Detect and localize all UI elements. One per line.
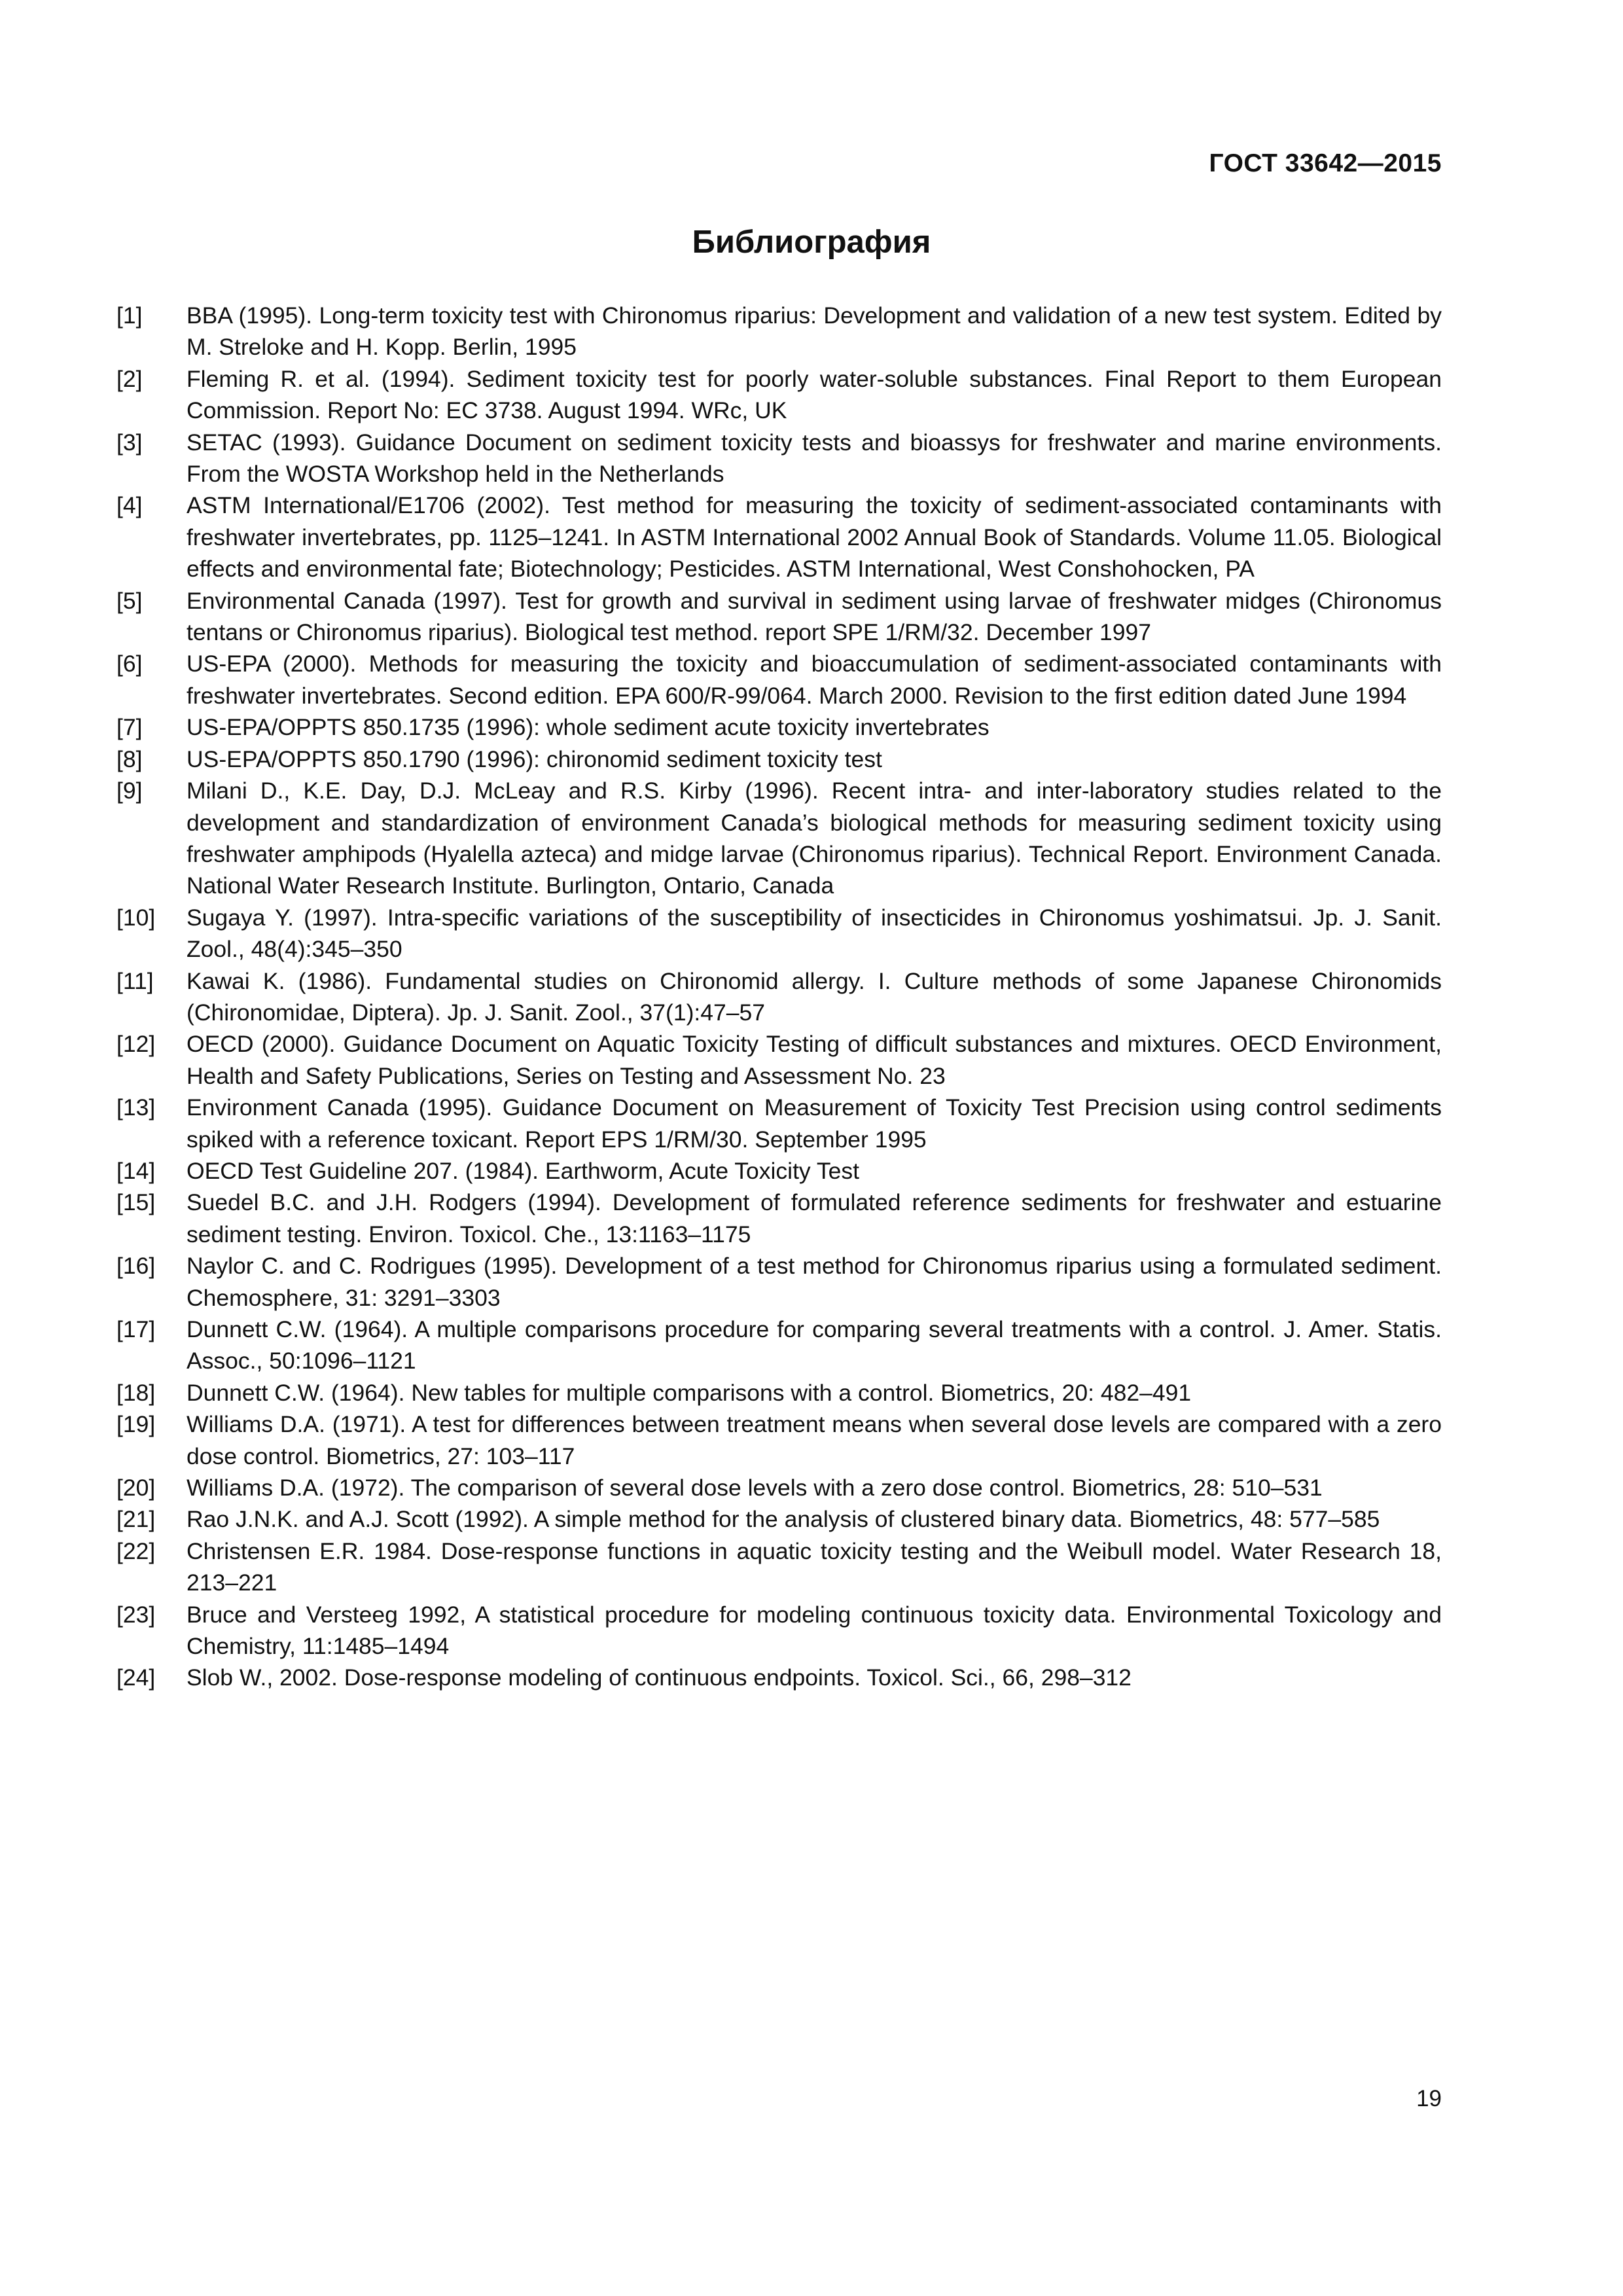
reference-item <box>116 427 1442 490</box>
reference-number: [23] <box>116 1601 156 1628</box>
reference-number: [4] <box>116 492 143 519</box>
reference-item <box>116 648 1442 711</box>
reference-text: ASTM International/E1706 (2002). Test method for measuring the toxicity of sediment-associated contaminants with freshwater invertebrates, pp. 1125–1241. In ASTM International 2002 Annual Book of Standards. Volume 11.05. Biological effects and environmental fate; Biotechnology; Pesticides. ASTM International, West Conshohocken, PA <box>187 492 1442 583</box>
reference-number: [24] <box>116 1664 156 1691</box>
reference-item <box>116 775 1442 902</box>
reference-item <box>116 1662 1442 1693</box>
reference-item <box>116 300 1442 363</box>
reference-text: Naylor C. and C. Rodrigues (1995). Development of a test method for Chironomus riparius using a formulated sediment. Chemosphere, 31: 3291–3303 <box>187 1253 1442 1311</box>
reference-item <box>116 363 1442 427</box>
reference-item <box>116 490 1442 584</box>
reference-text: OECD Test Guideline 207. (1984). Earthworm, Acute Toxicity Test <box>187 1157 860 1184</box>
page-number: 19 <box>1416 2086 1442 2111</box>
reference-number: [14] <box>116 1157 156 1184</box>
reference-number: [6] <box>116 651 143 677</box>
reference-text: US-EPA/OPPTS 850.1790 (1996): chironomid sediment toxicity test <box>187 745 882 772</box>
reference-text: Williams D.A. (1972). The comparison of several dose levels with a zero dose control. Biometrics, 28: 510–531 <box>187 1475 1323 1501</box>
reference-item <box>116 1599 1442 1662</box>
reference-text: Slob W., 2002. Dose-response modeling of continuous endpoints. Toxicol. Sci., 66, 298–312 <box>187 1664 1132 1691</box>
reference-number: [9] <box>116 778 143 804</box>
reference-item <box>116 902 1442 965</box>
reference-item <box>116 1408 1442 1472</box>
reference-text: US-EPA/OPPTS 850.1735 (1996): whole sediment acute toxicity invertebrates <box>187 714 990 741</box>
reference-text: Williams D.A. (1971). A test for differences between treatment means when several dose levels are compared with a zero dose control. Biometrics, 27: 103–117 <box>187 1411 1442 1469</box>
reference-item <box>116 1314 1442 1377</box>
reference-text: Dunnett C.W. (1964). New tables for multiple comparisons with a control. Biometrics, 20: 482–491 <box>187 1379 1192 1406</box>
page-title: Библиография <box>692 224 931 260</box>
reference-number: [3] <box>116 429 143 456</box>
reference-text: Suedel B.C. and J.H. Rodgers (1994). Development of formulated reference sediments for freshwater and estuarine sediment testing. Environ. Toxicol. Che., 13:1163–1175 <box>187 1189 1442 1247</box>
reference-text: Sugaya Y. (1997). Intra-specific variations of the susceptibility of insecticides in Chironomus yoshimatsui. Jp. J. Sanit. Zool., 48(4):345–350 <box>187 904 1442 963</box>
reference-number: [5] <box>116 587 143 614</box>
reference-number: [12] <box>116 1031 156 1058</box>
reference-text: Dunnett C.W. (1964). A multiple comparisons procedure for comparing several treatments with a control. J. Amer. Statis. Assoc., 50:1096–1121 <box>187 1316 1442 1374</box>
reference-text: Fleming R. et al. (1994). Sediment toxicity test for poorly water-soluble substances. Final Report to them European Commission. Report No: EC 3738. August 1994. WRc, UK <box>187 365 1442 424</box>
reference-number: [15] <box>116 1189 156 1216</box>
reference-text: Christensen E.R. 1984. Dose-response functions in aquatic toxicity testing and the Weibull model. Water Research 18, 213–221 <box>187 1537 1442 1596</box>
reference-number: [8] <box>116 745 143 772</box>
reference-item <box>116 965 1442 1029</box>
reference-number: [11] <box>116 967 154 994</box>
reference-text: Bruce and Versteeg 1992, A statistical procedure for modeling continuous toxicity data. Environmental Toxicology and Chemistry, 11:1485–1494 <box>187 1601 1442 1660</box>
reference-text: Environmental Canada (1997). Test for growth and survival in sediment using larvae of freshwater midges (Chironomus tentans or Chironomus riparius). Biological test method. report SPE 1/RM/32. December 1997 <box>187 587 1442 646</box>
document-code: ГОСТ 33642—2015 <box>1209 149 1442 177</box>
reference-item <box>116 1187 1442 1250</box>
reference-item <box>116 744 1442 775</box>
reference-text: BBA (1995). Long-term toxicity test with Chironomus riparius: Development and validation of a new test system. Edited by M. Streloke and H. Kopp. Berlin, 1995 <box>187 302 1442 361</box>
reference-item <box>116 1155 1442 1187</box>
reference-text: Environment Canada (1995). Guidance Document on Measurement of Toxicity Test Precision using control sediments spiked with a reference toxicant. Report EPS 1/RM/30. September 1995 <box>187 1094 1442 1153</box>
reference-item <box>116 711 1442 743</box>
reference-number: [16] <box>116 1253 156 1280</box>
reference-number: [22] <box>116 1537 156 1564</box>
reference-text: Kawai K. (1986). Fundamental studies on Chironomid allergy. I. Culture methods of some Japanese Chironomids (Chironomidae, Diptera). Jp. J. Sanit. Zool., 37(1):47–57 <box>187 967 1442 1026</box>
reference-number: [21] <box>116 1506 156 1533</box>
reference-number: [1] <box>116 302 143 329</box>
reference-number: [19] <box>116 1411 156 1438</box>
reference-text: US-EPA (2000). Methods for measuring the toxicity and bioaccumulation of sediment-associated contaminants with freshwater invertebrates. Second edition. EPA 600/R-99/064. March 2000. Revision to the first edition dated June 1994 <box>187 651 1442 709</box>
reference-item <box>116 1028 1442 1092</box>
reference-number: [2] <box>116 365 143 392</box>
reference-item <box>116 585 1442 649</box>
reference-number: [10] <box>116 904 156 931</box>
reference-list <box>116 300 1442 1694</box>
reference-item <box>116 1535 1442 1599</box>
reference-item <box>116 1377 1442 1408</box>
reference-text: Milani D., K.E. Day, D.J. McLeay and R.S. Kirby (1996). Recent intra- and inter-laboratory studies related to the development and standardization of environment Canada’s biological methods for measuring sediment toxicity using freshwater amphipods (Hyalella azteca) and midge larvae (Chironomus riparius). Technical Report. Environment Canada. National Water Research Institute. Burlington, Ontario, Canada <box>187 778 1442 899</box>
reference-item <box>116 1092 1442 1155</box>
reference-item <box>116 1250 1442 1314</box>
reference-number: [18] <box>116 1379 156 1406</box>
reference-item <box>116 1503 1442 1535</box>
reference-item <box>116 1472 1442 1503</box>
reference-number: [20] <box>116 1475 156 1501</box>
reference-number: [13] <box>116 1094 156 1121</box>
reference-text: OECD (2000). Guidance Document on Aquatic Toxicity Testing of difficult substances and mixtures. OECD Environment, Health and Safety Publications, Series on Testing and Assessment No. 23 <box>187 1031 1442 1089</box>
reference-number: [7] <box>116 714 143 741</box>
reference-text: SETAC (1993). Guidance Document on sediment toxicity tests and bioassys for freshwater and marine environments. From the WOSTA Workshop held in the Netherlands <box>187 429 1442 488</box>
reference-number: [17] <box>116 1316 156 1342</box>
reference-text: Rao J.N.K. and A.J. Scott (1992). A simple method for the analysis of clustered binary data. Biometrics, 48: 577–585 <box>187 1506 1380 1533</box>
